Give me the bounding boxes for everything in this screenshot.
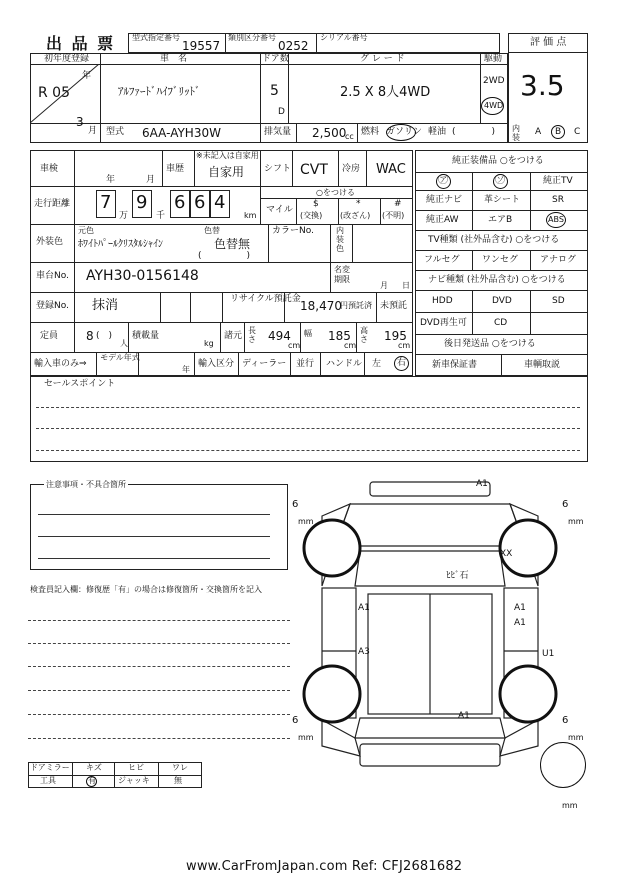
- sales-point-label: セールスポイント: [44, 379, 116, 389]
- document-title: 出 品 票: [46, 34, 116, 53]
- grade-value: 2.5 X 8人4WD: [340, 85, 431, 100]
- load-unit: kg: [204, 339, 214, 348]
- chassis-value: AYH30-0156148: [86, 268, 199, 284]
- height-label: 高さ: [360, 326, 368, 344]
- rear-bumper-outline: [360, 744, 500, 766]
- nav-hdd: HDD: [432, 296, 453, 306]
- car-name-label: 車 名: [160, 54, 188, 64]
- odo-exchange-sym: $: [313, 199, 319, 209]
- color-change-value: 色替無: [214, 237, 251, 251]
- color-no-label: カラーNo.: [272, 226, 314, 236]
- first-reg-month: 3: [76, 115, 84, 129]
- hood-outline: [335, 504, 525, 546]
- mileage-label: 走行距離: [34, 199, 71, 209]
- score-value: 3.5: [520, 69, 565, 102]
- handle-label: ハンドル: [326, 359, 363, 369]
- front-bumper-outline: [370, 479, 490, 496]
- equip-aw: 純正AW: [426, 215, 459, 225]
- odo-altered-sym: *: [356, 199, 361, 209]
- model-cert-value: 19557: [182, 39, 221, 53]
- odo-note: ○をつける: [316, 188, 355, 197]
- legend-door-mirror: ドアミラー: [30, 763, 70, 772]
- height-value: 195: [384, 329, 407, 343]
- ac-label: 冷房: [342, 164, 361, 174]
- length-unit: cm: [288, 341, 301, 350]
- capacity-label: 定員: [40, 331, 59, 341]
- width-label: 幅: [304, 329, 312, 338]
- mark-right-quarter: U1: [542, 649, 555, 659]
- equip-tv: 純正TV: [543, 176, 573, 186]
- history-note: ※未記入は自家用: [196, 151, 259, 160]
- handle-right: 右: [397, 358, 407, 368]
- mark-left-front-door: A1: [358, 603, 370, 613]
- tire-rear-left: [304, 666, 360, 722]
- legend-crack: ヒビ: [128, 763, 144, 772]
- tire-front-right: [500, 520, 556, 576]
- tire-depth-rr-unit: mm: [568, 733, 584, 742]
- tv-fullseg: フルセグ: [424, 255, 460, 265]
- serial-label: シリアル番号: [320, 33, 368, 42]
- tire-depth-fl: 6: [292, 499, 299, 510]
- recycle-unpaid: 未預託: [380, 301, 408, 311]
- legend-jack: ジャッキ: [118, 776, 150, 785]
- parallel-label: 並行: [296, 359, 315, 369]
- tire-depth-rl-unit: mm: [298, 733, 314, 742]
- interior-b: B: [555, 127, 562, 137]
- spare-tire-unit: mm: [562, 801, 578, 810]
- mileage-sen: 千: [156, 211, 166, 221]
- nav-dvd-play: DVD再生可: [420, 318, 467, 328]
- fuel-other: ( ): [452, 127, 496, 137]
- width-value: 185: [328, 329, 351, 343]
- first-reg-month-unit: 月: [88, 126, 98, 136]
- tv-header: TV種類 (社外品含む) ○をつける: [428, 235, 560, 245]
- tire-front-left: [304, 520, 360, 576]
- chassis-label: 車台No.: [36, 271, 69, 281]
- inspection-year: 年: [106, 175, 116, 185]
- import-label: 輸入車のみ⇒: [34, 359, 87, 369]
- category-value: 0252: [278, 39, 309, 53]
- tire-depth-fr-unit: mm: [568, 517, 584, 526]
- displacement-unit: cc: [345, 132, 354, 141]
- legend-tools: 工具: [40, 776, 56, 785]
- model-value: 6AA-AYH30W: [142, 126, 221, 140]
- shift-value: CVT: [300, 162, 328, 178]
- tire-rear-right: [500, 666, 556, 722]
- legend-tools-value: 有: [88, 776, 96, 785]
- odo-exchange: (交換): [300, 211, 323, 220]
- recycle-label: リサイクル預託金: [230, 294, 301, 304]
- recycle-value: 18,470: [300, 299, 342, 313]
- shift-label: シフト: [264, 164, 292, 174]
- orig-color-label: 元色: [78, 226, 94, 235]
- mileage-digit-5: 4: [214, 192, 226, 213]
- length-label: 長さ: [248, 326, 256, 344]
- color-paren: ( ): [198, 251, 251, 261]
- first-reg-label: 初年度登録: [44, 54, 90, 64]
- reg-no-label: 登録No.: [36, 301, 69, 311]
- mark-right-rear-door: A1: [514, 618, 526, 628]
- mark-rear-bumper: A1: [458, 711, 470, 721]
- recycle-status: 円預託済: [340, 301, 372, 310]
- ac-value: WAC: [376, 162, 406, 177]
- later-warranty: 新車保証書: [432, 360, 478, 370]
- displacement-value: 2,500: [312, 126, 347, 140]
- footer-reference: www.CarFromJapan.com Ref: CFJ2681682: [186, 859, 463, 874]
- nav-header: ナビ種類 (社外品含む) ○をつける: [428, 275, 566, 285]
- interior-c: C: [574, 127, 581, 137]
- name-change-day: 日: [402, 281, 410, 290]
- mark-front-bumper: A1: [476, 479, 488, 489]
- model-label: 型式: [106, 127, 125, 137]
- car-name-value: ｱﾙﾌｧｰﾄﾞﾊｲﾌﾞﾘｯﾄﾞ: [118, 85, 201, 98]
- mileage-digit-1: 7: [100, 192, 112, 213]
- tv-analog: アナログ: [540, 255, 577, 265]
- name-change-month: 月: [380, 281, 388, 290]
- equip-abs: ABS: [548, 215, 564, 224]
- history-label: 車歴: [166, 164, 185, 174]
- fuel-label: 燃料: [361, 127, 380, 137]
- model-cert-label: 型式指定番号: [132, 33, 180, 42]
- nav-cd: CD: [494, 318, 508, 328]
- load-label: 積載量: [132, 331, 160, 341]
- mark-windshield: ﾋﾋﾞ石: [446, 571, 469, 581]
- odo-altered: (改ざん): [340, 211, 371, 220]
- capacity-value: 8: [86, 329, 94, 343]
- drive-label: 駆動: [484, 54, 503, 64]
- later-header: 後日発送品 ○をつける: [444, 339, 536, 349]
- equip-airbag: エアB: [488, 215, 513, 225]
- equip-ps: ㋐: [438, 175, 448, 186]
- interior-color-label: 内装色: [336, 226, 344, 253]
- first-reg-diagonal: [30, 64, 100, 124]
- capacity-unit: 人: [120, 339, 128, 348]
- orig-color-value: ﾎﾜｲﾄﾊﾟｰﾙｸﾘｽﾀﾙｼｬｲﾝ: [78, 239, 163, 250]
- displacement-label: 排気量: [264, 127, 292, 137]
- first-reg-year-unit: 年: [82, 71, 92, 81]
- inspection-label: 車検: [40, 164, 59, 174]
- spare-tire: [540, 742, 586, 788]
- legend-scratch: キズ: [86, 763, 102, 772]
- equip-leather: 革シート: [484, 195, 521, 205]
- light-oil-label: 軽油: [428, 127, 447, 137]
- name-change-label: 名変期限: [334, 265, 350, 284]
- model-year-label: モデル年式: [100, 353, 140, 362]
- windshield-outline: [355, 551, 505, 586]
- tire-depth-fr: 6: [562, 499, 569, 510]
- tire-depth-rr: 6: [562, 715, 569, 726]
- handle-left: 左: [372, 359, 382, 369]
- door-type: D: [278, 107, 285, 117]
- legend-break: ワレ: [172, 763, 188, 772]
- drive-4wd: 4WD: [484, 101, 504, 110]
- history-value: 自家用: [208, 165, 245, 179]
- mark-hood: XX: [500, 549, 513, 559]
- odo-unknown-sym: #: [394, 199, 402, 209]
- score-label: 評 価 点: [530, 37, 567, 48]
- interior-a: A: [535, 127, 542, 137]
- tire-depth-fl-unit: mm: [298, 517, 314, 526]
- equip-sr: SR: [552, 195, 564, 205]
- mileage-digit-4: 6: [194, 192, 206, 213]
- spec-label: 諸元: [224, 331, 243, 341]
- inspection-month: 月: [146, 175, 156, 185]
- model-year-unit: 年: [182, 365, 190, 374]
- drive-2wd: 2WD: [483, 76, 505, 86]
- grade-label: グ レ ー ド: [360, 54, 405, 64]
- odo-mile: マイル: [266, 205, 293, 215]
- capacity-paren: ( ): [96, 331, 113, 341]
- mileage-man: 万: [119, 211, 129, 221]
- dealer-label: ディーラー: [242, 359, 287, 369]
- caution-label: 注意事項・不具合箇所: [46, 480, 126, 489]
- doors-label: ドア数: [262, 54, 289, 64]
- inspector-label: 検査員記入欄：修復歴「有」の場合は修復箇所・交換箇所を記入: [30, 585, 262, 594]
- height-unit: cm: [398, 341, 411, 350]
- reg-no-value: 抹消: [92, 298, 119, 313]
- mileage-unit: km: [244, 211, 257, 220]
- equip-pw: ㋞: [495, 175, 505, 186]
- left-rear-quarter-outline: [322, 720, 360, 756]
- nav-sd: SD: [552, 296, 565, 306]
- mark-left-rear-door: A3: [358, 647, 370, 657]
- category-label: 類別区分番号: [228, 33, 276, 42]
- later-manual: 車輌取説: [524, 360, 561, 370]
- nav-dvd: DVD: [492, 296, 512, 306]
- mark-right-front-door: A1: [514, 603, 526, 613]
- tire-depth-rl: 6: [292, 715, 299, 726]
- fuel-value: ガソリン: [386, 127, 423, 137]
- odo-unknown: (不明): [382, 211, 405, 220]
- first-reg-era: R 05: [38, 85, 70, 101]
- mileage-digit-3: 6: [174, 192, 186, 213]
- legend-jack-value: 無: [174, 776, 182, 785]
- color-num-label: 色替: [204, 226, 220, 235]
- interior-label: 内装: [512, 124, 520, 142]
- right-rear-quarter-outline: [500, 720, 538, 756]
- rear-window-outline: [355, 718, 505, 738]
- width-unit: cm: [344, 341, 357, 350]
- equip-navi: 純正ナビ: [426, 195, 463, 205]
- length-value: 494: [268, 329, 291, 343]
- color-label: 外装色: [36, 237, 64, 247]
- tv-oneseg: ワンセグ: [482, 255, 519, 265]
- import-type-label: 輸入区分: [198, 359, 235, 369]
- genuine-header: 純正装備品 ○をつける: [452, 156, 544, 166]
- mileage-digit-2: 9: [136, 192, 148, 213]
- doors-value: 5: [270, 83, 279, 99]
